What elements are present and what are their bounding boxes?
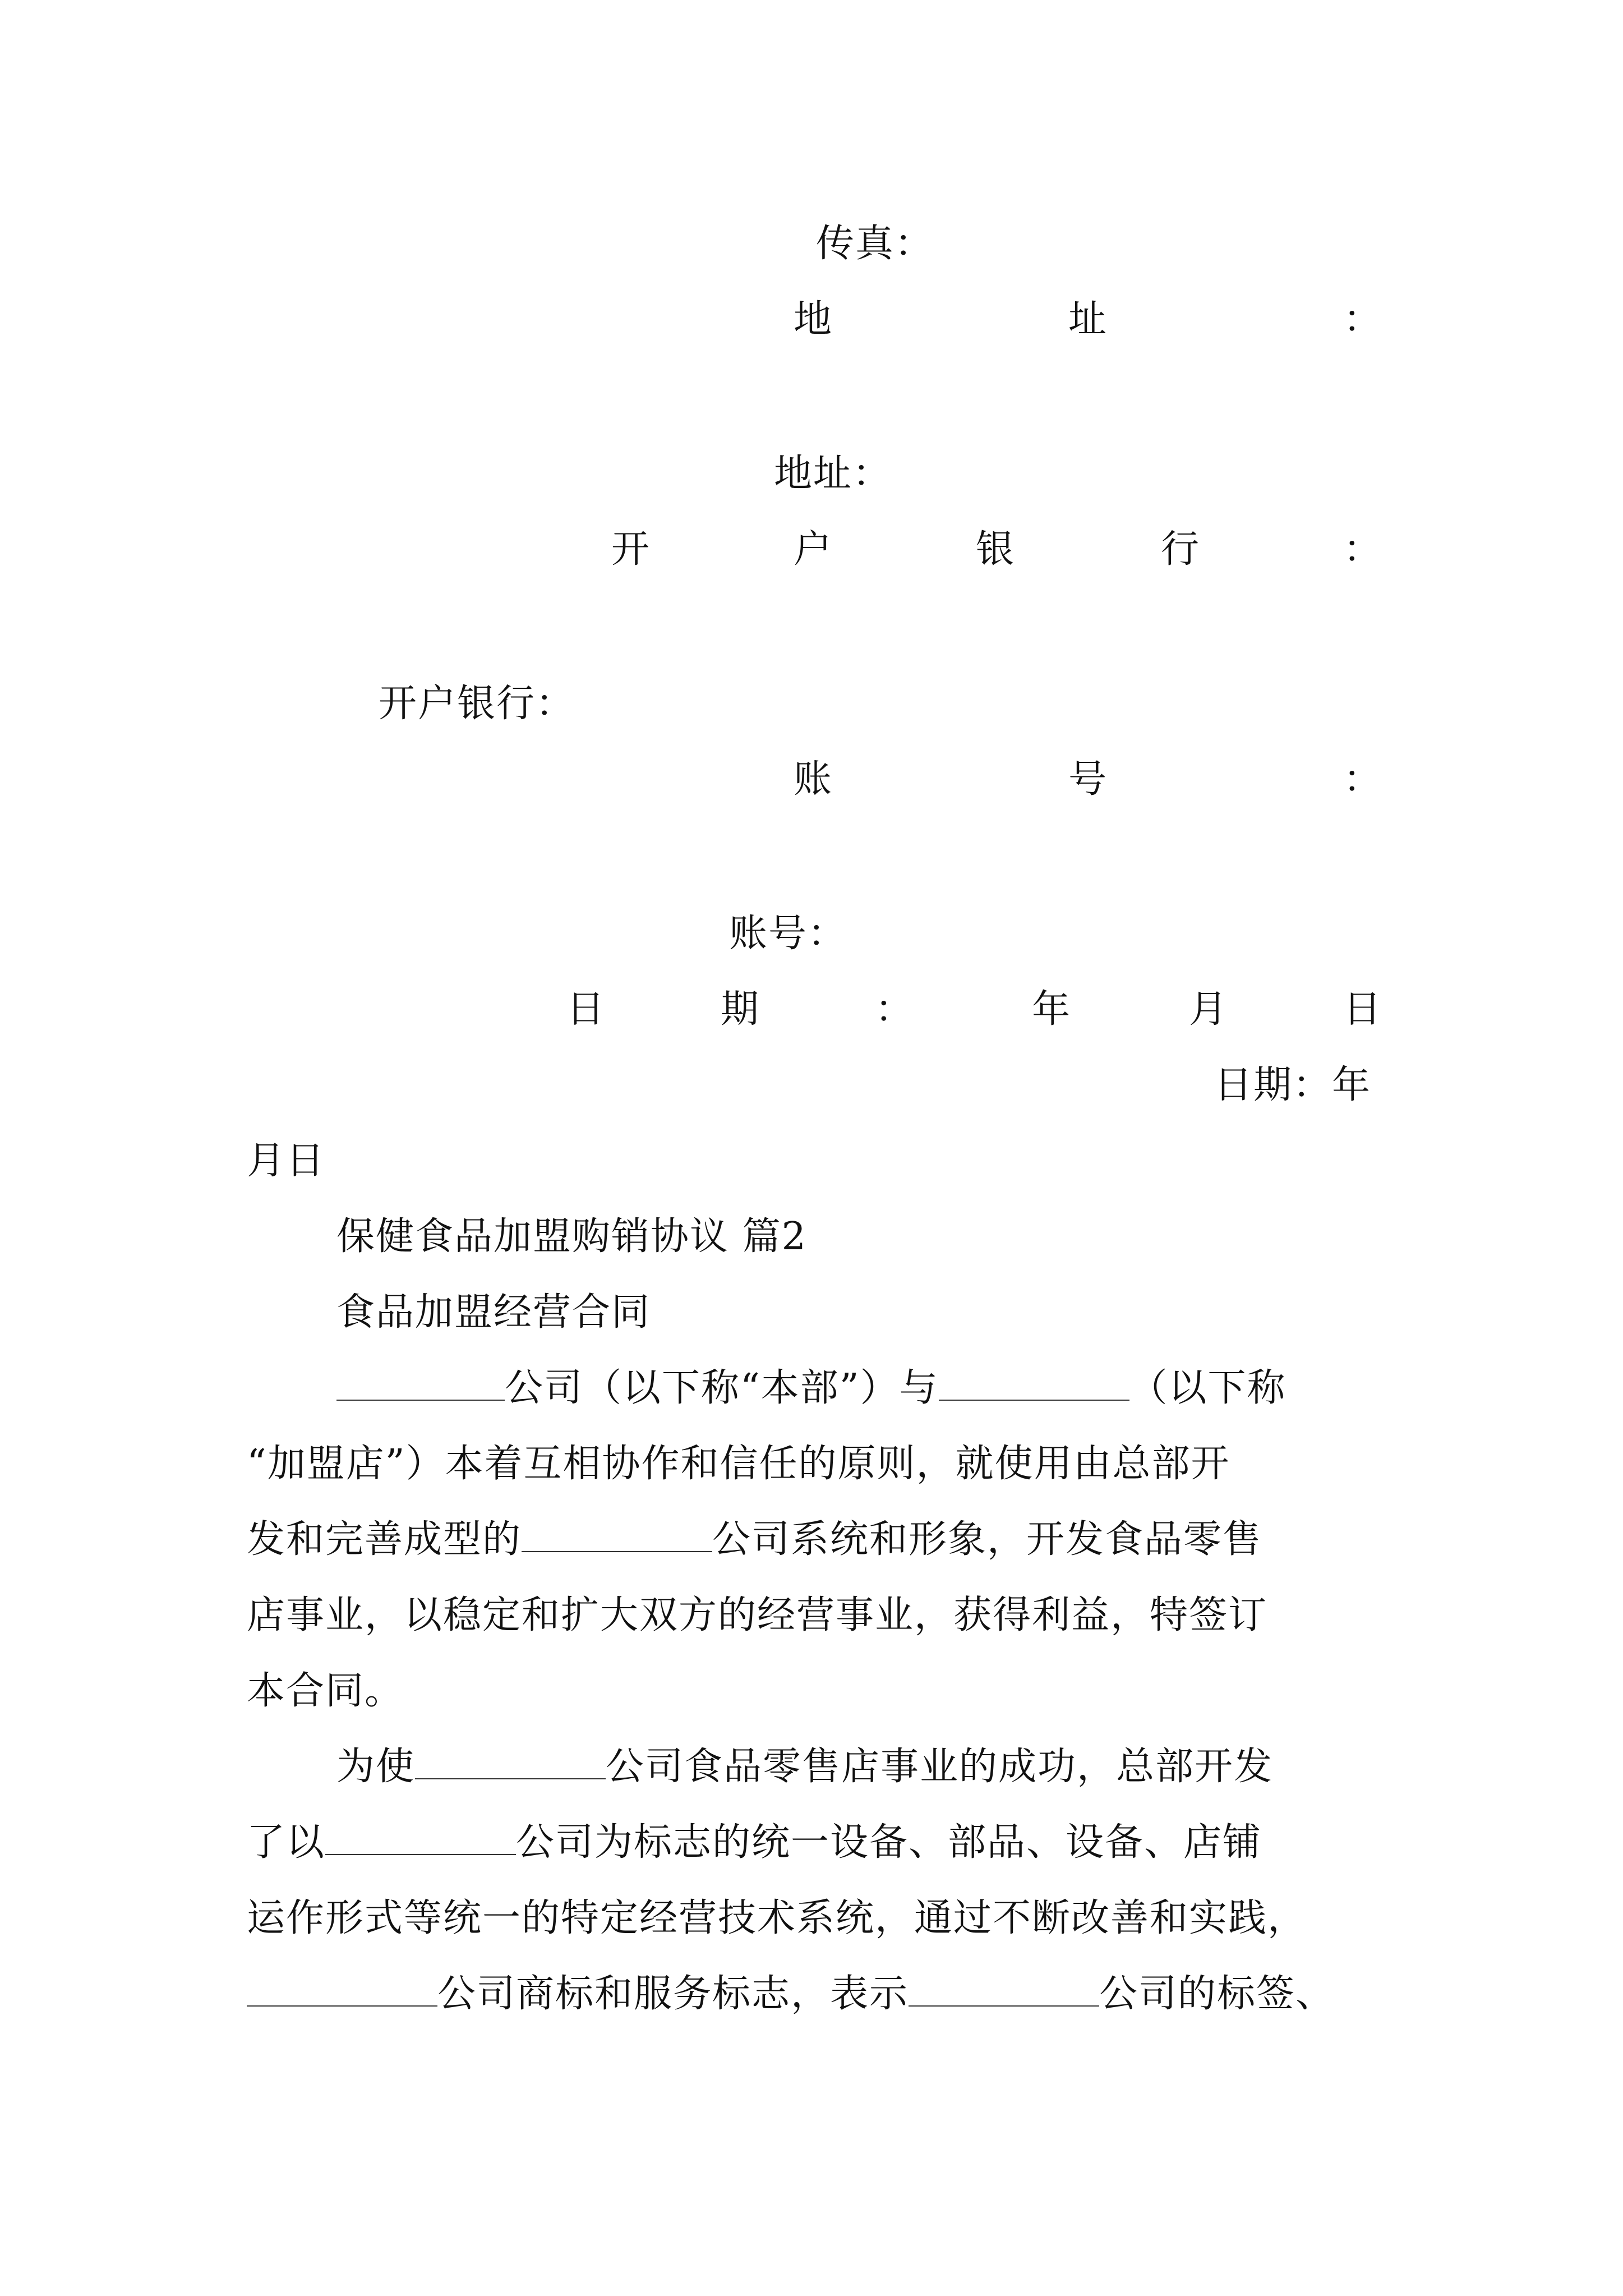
date-spaced-year: 年 [1032, 987, 1071, 1032]
paragraph-2-line-1 [336, 1742, 1273, 1792]
paragraph-1-text-d: 公司系统和形象，开发食品零售 [712, 1517, 1262, 1562]
bank-spaced-char-3: 银 [976, 527, 1015, 572]
paragraph-2-line-3: 运作形式等统一的特定经营技术系统，通过不断改善和实践， [247, 1896, 1307, 1940]
paragraph-1-text-a: 公司（以下称“本部”）与 [505, 1366, 939, 1410]
date-tail: 月日 [247, 1139, 326, 1183]
date-spaced-char-1: 日 [566, 987, 605, 1032]
date-spaced-day: 日 [1343, 987, 1382, 1032]
fill-in-blank [325, 1820, 516, 1855]
paragraph-1-line-3 [247, 1515, 1262, 1565]
address-spaced-colon: ： [1343, 297, 1382, 342]
paragraph-2-text-a: 为使 [336, 1745, 416, 1789]
account-spaced-char-1: 账 [794, 757, 832, 802]
contract-title: 食品加盟经营合同 [336, 1290, 651, 1335]
fax-label: 传真： [816, 222, 934, 266]
fill-in-blank [415, 1745, 606, 1779]
fill-in-blank [336, 1366, 505, 1401]
paragraph-1-line-4: 店事业，以稳定和扩大双方的经营事业，获得利益，特签订 [247, 1593, 1268, 1637]
paragraph-1-text-c: 发和完善成型的 [247, 1517, 522, 1562]
date-spaced-char-2: 期 [721, 987, 759, 1032]
address-label: 地址： [774, 452, 892, 496]
paragraph-2-line-4 [247, 1969, 1335, 2019]
paragraph-1-line-5: 本合同。 [247, 1669, 404, 1713]
fill-in-blank [247, 1972, 437, 2007]
paragraph-1-line-1 [336, 1363, 1287, 1414]
bank-label: 开户银行： [379, 682, 575, 726]
bank-spaced-char-4: 行 [1161, 527, 1200, 572]
paragraph-1-text-b: （以下称 [1129, 1366, 1287, 1410]
paragraph-2-line-2 [247, 1818, 1262, 1868]
fill-in-blank [909, 1972, 1099, 2007]
account-spaced-colon: ： [1343, 757, 1382, 802]
paragraph-2-text-b: 公司食品零售店事业的成功，总部开发 [606, 1745, 1274, 1789]
paragraph-1-line-2: “加盟店”）本着互相协作和信任的原则，就使用由总部开 [247, 1442, 1230, 1486]
bank-spaced-colon: ： [1343, 527, 1382, 572]
date-spaced-month: 月 [1189, 987, 1228, 1032]
section-title: 保健食品加盟购销协议 篇2 [336, 1214, 807, 1259]
account-label: 账号： [729, 912, 847, 956]
address-spaced-char-1: 地 [794, 297, 832, 342]
paragraph-2-text-d: 公司为标志的统一设备、部品、设备、店铺 [516, 1820, 1262, 1865]
date-spaced-colon: ： [875, 987, 914, 1032]
address-spaced-char-2: 址 [1068, 297, 1107, 342]
paragraph-2-text-e: 公司商标和服务标志，表示 [437, 1972, 909, 2016]
fill-in-blank [522, 1517, 712, 1552]
date-label: 日期：年 [1214, 1063, 1372, 1107]
paragraph-2-text-f: 公司的标签、 [1099, 1972, 1335, 2016]
bank-spaced-char-1: 开 [611, 527, 650, 572]
bank-spaced-char-2: 户 [794, 527, 832, 572]
fill-in-blank [939, 1366, 1129, 1401]
account-spaced-char-2: 号 [1068, 757, 1107, 802]
paragraph-2-text-c: 了以 [247, 1820, 326, 1865]
